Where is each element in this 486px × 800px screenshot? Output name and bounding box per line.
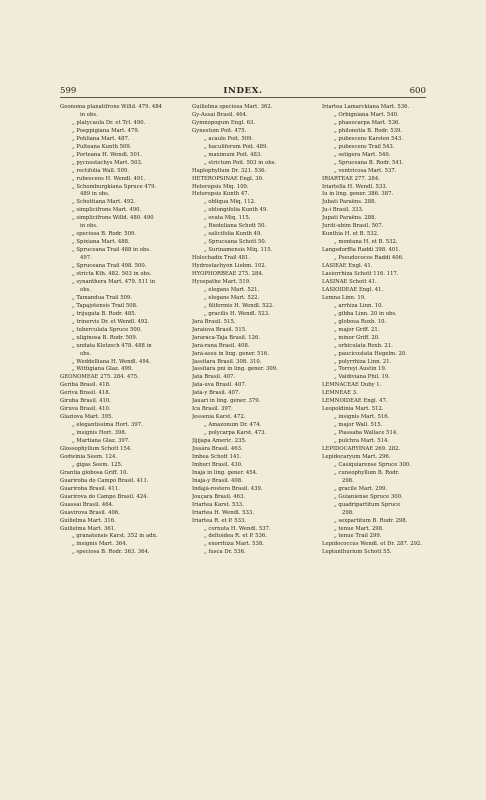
index-entry: „ synanthera Mart. 479. 511 in	[72, 278, 156, 285]
index-entry: „ maximum Poit. 483.	[204, 151, 262, 158]
index-entry: Imburi Brasil. 430.	[192, 461, 243, 468]
index-entry: „ globosa Roxb. 10.	[334, 318, 387, 325]
index-entry: Jará Brasil. 515.	[192, 318, 236, 325]
index-entry: Haplophyllum Dr. 321. 536.	[192, 167, 267, 174]
index-entry: „ gracilis H. Wendl. 523.	[204, 310, 270, 317]
index-entry: Jouçara Brasil. 463.	[192, 493, 246, 500]
index-entry: Giruva Brasil. 410.	[60, 406, 111, 413]
index-entry: Lemna Linn. 19.	[322, 294, 366, 301]
index-entry: „ ventricosa Mart. 537.	[334, 167, 397, 174]
index-entry: „ Spruceana Schott 50.	[204, 239, 267, 246]
index-entry: „ insignis Mart. 516.	[334, 414, 390, 421]
index-entry: Leopoldinia Mart. 512.	[322, 406, 384, 413]
index-entry: Gerivá Brasil. 418.	[60, 390, 111, 397]
index-entry: Grantia globosa Griff. 10.	[60, 469, 129, 476]
index-entry: „ polycarpa Karst. 473.	[204, 430, 267, 437]
index-entry: Guilielma Mart. 361.	[60, 525, 116, 532]
index-entry: „ rubescens H. Wendl. 491.	[72, 175, 146, 182]
index-entry: „ baculiferum Poit. 489.	[204, 143, 269, 150]
index-entry: Gynestum Poit. 475.	[192, 127, 247, 134]
index-entry: Iriartella H. Wendl. 533.	[322, 183, 388, 190]
index-entry: „ Weddelliana H. Wendl. 494.	[72, 358, 151, 365]
index-entry: Iriartea H. Wendl. 533.	[192, 509, 254, 516]
index-entry: „ Tapajotensis Trail 508.	[72, 302, 138, 309]
header-rule	[60, 97, 426, 98]
index-entry: „ undata Klotzsch 478. 488 in	[72, 342, 152, 349]
index-entry: „ Orbigniana Mart. 540.	[334, 111, 399, 118]
index-entry: „ gracile Mart. 299.	[334, 485, 388, 492]
index-entry: „ paucicostata Hegelm. 20.	[334, 350, 407, 357]
index-entry: Iriartea R. et P. 533.	[192, 517, 247, 524]
index-entry: Jupati Paraëns. 288.	[322, 215, 377, 222]
index-entry: „ Spixiana Mart. 488.	[72, 239, 130, 246]
index-entry: Holochadix Trail 481.	[192, 255, 251, 262]
index-entry: Geribá Brasil. 418.	[60, 382, 111, 389]
index-entry: Jaraiúva Brasil. 515.	[192, 326, 247, 333]
index-entry: Jessenia Karst. 472.	[192, 414, 246, 421]
index-entry: Langsdorffia Raddi 398. 401.	[322, 247, 401, 254]
index-entry: „ orbiculata Roxb. 21.	[334, 342, 393, 349]
index-entry: „ Poeppigiana Mart. 479.	[72, 127, 140, 134]
index-entry: „ Torreyi Austin 19.	[334, 366, 387, 373]
index-entry: „ Tamandua Trail 509.	[72, 294, 133, 301]
running-title: INDEX.	[223, 86, 263, 96]
index-entry: „ oblongifolia Kunth 49.	[204, 207, 269, 214]
index-entry: Lepidococcus Wendl. et Dr. 287. 292.	[322, 541, 423, 548]
index-entry: „ pubescens Karsten 543.	[334, 135, 403, 142]
index-entry: „ Spruceana Trail 488 in obs.	[72, 247, 151, 254]
index-entry: „ Riedeliana Schott 50.	[204, 223, 267, 230]
index-entry: „ acaule Poit. 509.	[204, 135, 254, 142]
index-entry: Jubati Paraëns. 288.	[322, 199, 377, 206]
index-entry: Jissára Brasil. 463.	[192, 445, 243, 452]
index-entry: „ speciosa B. Rodr. 509.	[72, 231, 137, 238]
index-entry: „ simplicifrons Willd. 480. 490	[72, 215, 154, 222]
index-entry: „ sexpartitum B. Rodr. 298.	[334, 517, 408, 524]
index-entry: Jijijapa Americ. 235.	[192, 438, 247, 445]
index-entry: „ rectifolia Wall. 509.	[72, 167, 129, 174]
index-entry: 298.	[342, 477, 354, 484]
index-entry: „ strictum Poit. 503 in obs.	[204, 159, 277, 166]
index-entry: obs.	[80, 286, 91, 293]
index-entry: Gy-Assai Brasil. 464.	[192, 111, 248, 118]
index-entry: „ Spruceana B. Rodr. 541.	[334, 159, 404, 166]
index-entry: Jata-uva Brasil. 407.	[192, 382, 247, 389]
index-entry: „ Pohliana Mart. 487.	[72, 135, 130, 142]
index-entry: „ Guianiense Spruce 300.	[334, 493, 403, 500]
index-entry: „ Surinamensis Miq. 115.	[204, 247, 273, 254]
index-entry: Glaziova Mart. 395.	[60, 414, 113, 421]
index-entry: Icá Brasil. 397.	[192, 406, 233, 413]
index-entry: Jatá Brasil. 407.	[192, 374, 236, 381]
index-entry: Geonoma planatifrons Willd. 479. 484	[60, 104, 162, 110]
index-entry: LEMNEAE 3.	[322, 390, 358, 397]
index-entry: „ pycnostachys Mart. 503.	[72, 159, 143, 166]
index-entry: Inajá-y Brasil. 408.	[192, 477, 243, 484]
index-entry: Glossophyllum Schott 154.	[60, 445, 132, 452]
index-column-1	[60, 104, 188, 557]
index-entry: „ Valdiviana Phil. 19.	[334, 374, 390, 381]
index-entry: LASIEAE Engl. 41.	[322, 263, 373, 270]
index-entry: „ trijugata B. Rodr. 485.	[72, 310, 137, 317]
index-entry: „ arrhiza Linn. 10.	[334, 302, 384, 309]
index-entry: Kunthia H. et B. 532.	[322, 231, 379, 238]
index-entry: Imbea Schott 141.	[192, 453, 242, 460]
index-entry: „ gibba Linn. 20 in obs.	[334, 310, 397, 317]
index-entry: „ simplicifrons Mart. 490.	[72, 207, 142, 214]
index-entry: Guassai Brasil. 464.	[60, 501, 114, 508]
index-entry: „ polyrrhiza Linn. 21.	[334, 358, 392, 365]
index-entry: „ exorrhiza Mart. 538.	[204, 541, 264, 548]
index-column-2	[192, 104, 320, 557]
index-entry: „ pulchra Mart. 514.	[334, 438, 390, 445]
index-entry: Guariroba do Campo Brasil. 411.	[60, 477, 149, 484]
index-entry: „ quadripartitum Spruce	[334, 501, 401, 508]
index-entry: IRIARTEAE 277. 284.	[322, 175, 380, 182]
index-entry: Hyospathe Mart. 519.	[192, 278, 251, 285]
index-entry: „ pubescens Trail 543.	[334, 143, 395, 150]
index-entry: „ cornuta H. Wendl. 537.	[204, 525, 271, 532]
index-entry: „ montana H. et B. 532.	[334, 239, 398, 246]
index-entry: „ platycaula Dr. et Trl. 490.	[72, 119, 146, 126]
index-entry: „ Pseudococos Raddi 406.	[334, 255, 404, 262]
index-entry: „ Piassaba Wallace 514.	[334, 430, 398, 437]
index-entry: „ elegans Mart. 521.	[204, 286, 260, 293]
index-entry: „ gigas Seem. 125.	[72, 461, 123, 468]
index-entry: Jararaca-Taja Brasil. 126.	[192, 334, 261, 341]
index-entry: „ setigera Mart. 540.	[334, 151, 391, 158]
index-entry: Iu in ling. gener. 386. 387.	[322, 191, 394, 198]
index-entry: Guavirova Brasil. 406.	[60, 509, 120, 516]
index-entry: Jassitara Brasil. 308. 310.	[192, 358, 262, 365]
index-entry: „ filiformis H. Wendl. 522.	[204, 302, 274, 309]
index-entry: Jará-rana Brasil. 408.	[192, 342, 250, 349]
index-entry: Godwinia Seem. 124.	[60, 453, 118, 460]
index-entry: Jará-assú in ling. gener. 516.	[192, 350, 269, 357]
index-entry: „ elegans Mart. 522.	[204, 294, 260, 301]
index-entry: Iriartea Karst. 533.	[192, 501, 244, 508]
index-entry: „ insignis Mart. 364.	[72, 541, 128, 548]
index-entry: Ju-i Brasil. 333.	[322, 207, 364, 214]
index-entry: „ phaeocarpa Mart. 536.	[334, 119, 401, 126]
index-entry: Lepidocaryum Mart. 296.	[322, 453, 391, 460]
index-entry: Jatá-y Brasil. 407.	[192, 390, 240, 397]
index-entry: „ fusca Dr. 536.	[204, 549, 246, 556]
index-entry: Guilielma Mart. 316.	[60, 517, 116, 524]
index-entry: Hydrostachyon Liebm. 102.	[192, 263, 267, 270]
index-entry: „ Wittigiana Glaz. 499.	[72, 366, 133, 373]
index-entry: HETEROPSINAE Engl. 30.	[192, 175, 264, 182]
index-entry: „ granatensis Karst. 352 in adn.	[72, 533, 158, 540]
index-entry: 497.	[80, 255, 92, 262]
index-entry: GEONOMEAE 275. 284. 475.	[60, 374, 139, 381]
index-entry: Heteropsis Miq. 109.	[192, 183, 249, 190]
index-entry: Juriti-ubim Brasil. 507.	[322, 223, 384, 230]
index-entry: LEPIDOCARYINAE 269. 282.	[322, 445, 401, 452]
index-entry: 298.	[342, 509, 354, 516]
index-entry: Jauari in ling. gener. 379.	[192, 398, 261, 405]
index-entry: 489 in obs.	[80, 191, 110, 198]
index-entry: in obs.	[80, 111, 98, 118]
index-entry: „ obliqua Miq. 112.	[204, 199, 256, 206]
index-entry: „ Amazonum Dr. 474.	[204, 422, 262, 429]
left-page-number: 599	[60, 86, 77, 96]
index-entry: „ tenue Mart. 298.	[334, 525, 384, 532]
index-entry: „ tenue Trail 299.	[334, 533, 382, 540]
index-entry: „ major Griff. 21.	[334, 326, 380, 333]
index-entry: Leptanthurium Schott 55.	[322, 549, 392, 556]
index-entry: LEMNACEAE Duby 1.	[322, 382, 382, 389]
index-entry: Lasiorrhiza Schott 116. 117.	[322, 271, 399, 278]
index-entry: „ cuneophyllum B. Rodr.	[334, 469, 400, 476]
index-entry: „ elegantissima Hort. 397.	[72, 422, 143, 429]
index-entry: „ Schottiana Mart. 492.	[72, 199, 136, 206]
index-entry: LASINAE Schott 41.	[322, 278, 377, 285]
index-entry: „ philonotia B. Rodr. 539.	[334, 127, 403, 134]
index-entry: Jassitara pní in ling. gener. 309.	[192, 366, 278, 373]
index-entry: „ salicifolia Kunth 49.	[204, 231, 263, 238]
index-entry: „ Spruceana Trail 498. 500.	[72, 263, 147, 270]
index-entry: „ deltoidea R. et P. 536.	[204, 533, 267, 540]
index-entry: Guilielma speciosa Mart. 362.	[192, 104, 273, 110]
index-entry: Inajá in ling. gener. 454.	[192, 469, 258, 476]
index-entry: „ major Wall. 515.	[334, 422, 383, 429]
index-entry: Giruba Brasil. 410.	[60, 398, 111, 405]
index-entry: in obs.	[80, 223, 98, 230]
index-entry: LASIOIDEAE Engl. 41.	[322, 286, 384, 293]
index-entry: HYOPHORBEAE 275. 284.	[192, 271, 264, 278]
index-entry: „ Martiana Glaz. 397.	[72, 438, 130, 445]
index-entry: „ uliginosa B. Rodr. 509.	[72, 334, 138, 341]
index-entry: Guariroba Brasil. 411.	[60, 485, 120, 492]
index-entry: „ Casiquiarense Spruce 300.	[334, 461, 411, 468]
index-entry: Guarirova do Campo Brasil. 424.	[60, 493, 149, 500]
index-column-3	[322, 104, 450, 557]
index-entry: „ minor Griff. 20.	[334, 334, 380, 341]
index-entry: Iriartea Lamarckiana Mart. 536.	[322, 104, 410, 110]
index-entry: obs.	[80, 350, 91, 357]
index-entry: „ trinervis Dr. et Wendl. 492.	[72, 318, 150, 325]
index-entry: „ stricta Kth. 482. 503 in obs.	[72, 271, 152, 278]
index-entry: LEMNOIDEAE Engl. 47.	[322, 398, 388, 405]
index-entry: „ insignis Hort. 398.	[72, 430, 127, 437]
index-entry: „ tuberculata Spruce 500.	[72, 326, 142, 333]
index-entry: „ ovata Miq. 115.	[204, 215, 251, 222]
right-page-number: 600	[409, 86, 426, 96]
index-entry: „ speciosa B. Rodr. 363. 364.	[72, 549, 150, 556]
index-entry: Indajá-rostero Brasil. 439.	[192, 485, 263, 492]
index-entry: „ Porteana H. Wendl. 501.	[72, 151, 142, 158]
index-entry: Gymnopogum Engl. 63.	[192, 119, 256, 126]
index-entry: „ Schomburgkiana Spruce 479.	[72, 183, 157, 190]
index-entry: Heteropsis Kunth 47.	[192, 191, 250, 198]
index-entry: „ Pulteana Kunth 509.	[72, 143, 132, 150]
